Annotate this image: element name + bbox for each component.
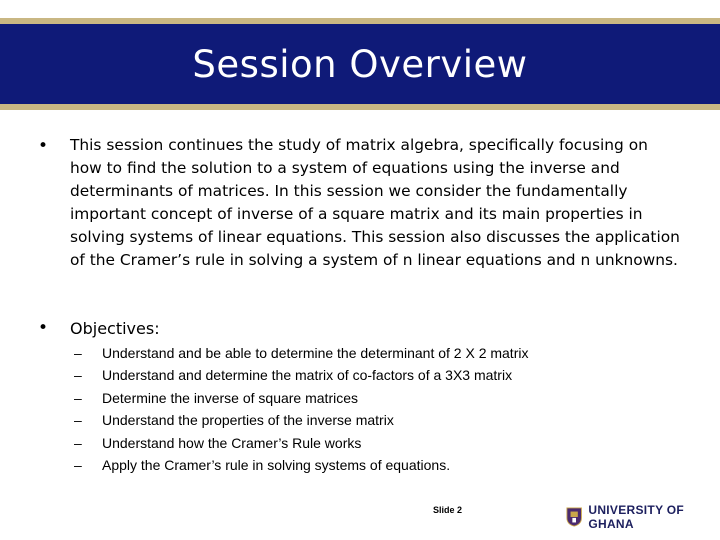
- objective-text: Understand the properties of the inverse matrix: [102, 412, 394, 429]
- slide-title: Session Overview: [192, 42, 528, 86]
- dash-glyph: –: [74, 456, 82, 473]
- title-bar: [0, 24, 720, 104]
- bullet-glyph: •: [38, 136, 49, 156]
- objective-text: Understand how the Cramer’s Rule works: [102, 434, 362, 451]
- list-item: [74, 409, 528, 431]
- dash-glyph: –: [74, 434, 82, 451]
- university-logo: [566, 505, 720, 529]
- objective-text: Understand and determine the matrix of co-factors of a 3X3 matrix: [102, 367, 513, 384]
- list-item: [74, 432, 528, 454]
- dash-glyph: –: [74, 367, 82, 384]
- university-crest-icon: [566, 506, 582, 528]
- list-item: [74, 364, 528, 386]
- objectives-label: Objectives:: [70, 319, 160, 338]
- list-item: [74, 342, 528, 364]
- bullet-glyph: •: [38, 318, 49, 338]
- dash-glyph: –: [74, 345, 82, 361]
- list-item: [74, 387, 528, 409]
- objective-text: Understand and be able to determine the determinant of 2 X 2 matrix: [102, 345, 529, 361]
- objectives-list: [74, 342, 528, 476]
- dash-glyph: –: [74, 412, 82, 429]
- intro-paragraph: This session continues the study of matrix algebra, specifically focusing on how to find the solution to a system of equations using the inverse and determinants of matrices. In this session we consider the fundamentally important concept of inverse of a square matrix and its main properties in solving systems of linear equations. This session also discusses the application of the Cramer’s rule in solving a system of n linear equations and n unknowns.: [70, 136, 680, 269]
- list-item: [74, 454, 528, 476]
- objective-text: Determine the inverse of square matrices: [102, 389, 358, 406]
- objective-text: Apply the Cramer’s rule in solving systems of equations.: [102, 456, 451, 473]
- dash-glyph: –: [74, 389, 82, 406]
- slide-number: Slide 2: [433, 505, 463, 515]
- institution-name: UNIVERSITY OF GHANA: [588, 503, 685, 531]
